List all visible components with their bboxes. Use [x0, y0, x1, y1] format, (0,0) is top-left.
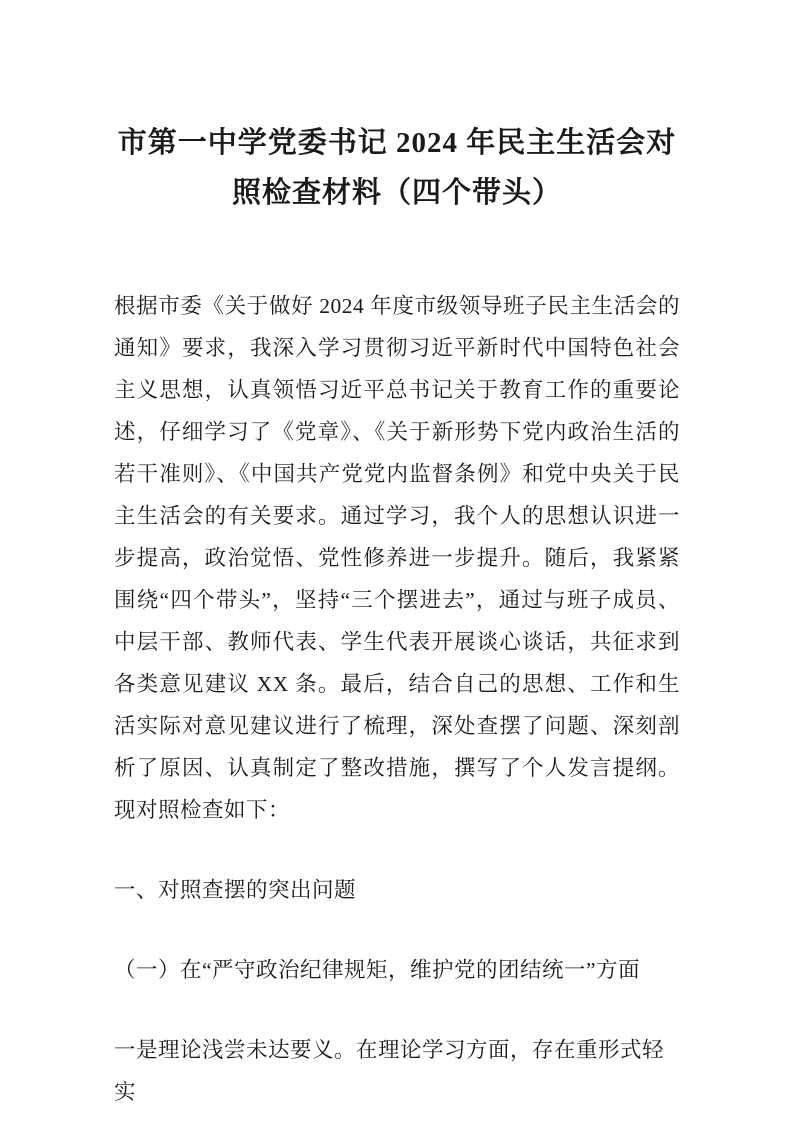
section-heading: 一、对照查摆的突出问题	[114, 878, 357, 902]
subsection-heading: （一）在“严守政治纪律规矩，维护党的团结统一”方面	[114, 958, 641, 982]
document-title: 市第一中学党委书记 2024 年民主生活会对照检查材料（四个带头）	[117, 127, 677, 209]
opening-paragraph: 根据市委《关于做好 2024 年度市级领导班子民主生活会的通知》要求，我深入学习贯彻习近平新时代中国特色社会主义思想，认真领悟习近平总书记关于教育工作的重要论述，仔细学习了《党章》、《关于新形势下党内政治生活的若干准则》、《中国共产党党内监督条例》和党中央关于民主生活会的有关要求。通过学习，我个人的思想认识进一步提高，政治觉悟、党性修养进一步提升。随后，我紧紧围绕“四个带头”，坚持“三个摆进去”，通过与班子成员、中层干部、教师代表、学生代表开展谈心谈话，共征求到各类意见建议 XX 条。最后，结合自己的思想、工作和生活实际对意见建议进行了梳理，深处查摆了问题、深刻剖析了原因、认真制定了整改措施，撰写了个人发言提纲。现对照检查如下：	[114, 294, 680, 822]
body-paragraph: 一是理论浅尝未达要义。在理论学习方面，存在重形式轻实	[114, 1038, 665, 1104]
